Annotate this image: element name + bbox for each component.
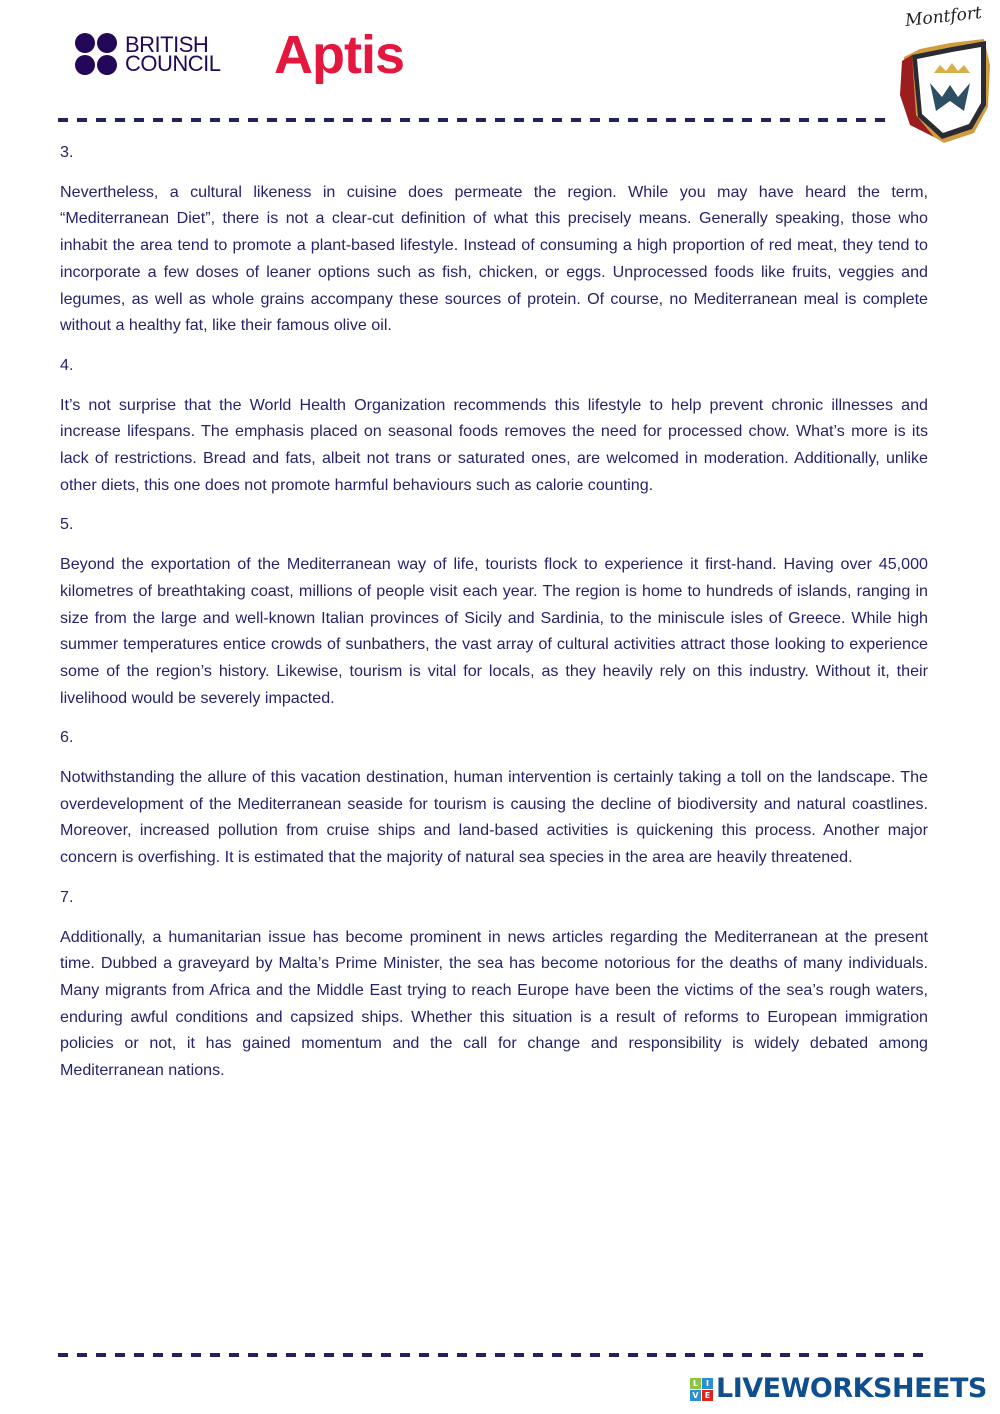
- top-dashed-divider: [58, 118, 890, 122]
- montfort-signature: Montfort: [904, 3, 983, 31]
- section-number: 6.: [60, 728, 74, 747]
- section-paragraph: Notwithstanding the allure of this vacation destination, human intervention is certainly taking a toll on the landscape. The overdevelopment of the Mediterranean seaside for tourism is causing the decline of biodiversity and natural coastlines. Moreover, increased pollution from cruise ships and land-based activities is quickening this process. Another major concern is overfishing. It is estimated that the majority of natural sea species in the area are heavily threatened.: [60, 768, 928, 867]
- aptis-logo: Aptis: [274, 25, 404, 85]
- liveworksheets-wordmark: LIVEWORKSHEETS: [716, 1373, 987, 1404]
- liveworksheets-logo[interactable]: [690, 1374, 987, 1404]
- section-number: 3.: [60, 143, 74, 161]
- british-council-logo: [75, 33, 221, 75]
- section-number: 5.: [60, 515, 74, 534]
- section-number: 4.: [60, 355, 74, 374]
- british-council-line2: COUNCIL: [125, 51, 221, 76]
- british-council-dots-icon: [75, 33, 117, 75]
- british-council-wordmark: [125, 32, 221, 76]
- reading-passage: [60, 139, 928, 1097]
- section-paragraph: Nevertheless, a cultural likeness in cuisine does permeate the region. While you may have heard the term, “Mediterranean Diet”, there is not a clear-cut definition of what this precisely means. Generally speaking, those who inhabit the area tend to promote a plant-based lifestyle. Instead of consuming a high proportion of red meat, they tend to incorporate a few doses of leaner options such as fish, chicken, or eggs. Unprocessed foods like fruits, veggies and legumes, as well as whole grains accompany these sources of protein. Of course, no Mediterranean meal is complete without a healthy fat, like their famous olive oil.: [60, 182, 928, 335]
- bottom-dashed-divider: [58, 1353, 926, 1357]
- british-council-line1: BRITISH: [125, 32, 209, 57]
- section-paragraph: Additionally, a humanitarian issue has become prominent in news articles regarding the Mediterranean at the present time. Dubbed a graveyard by Malta’s Prime Minister, the sea has become notorious for the deaths of many individuals. Many migrants from Africa and the Middle East trying to reach Europe have been the victims of the sea’s rough waters, enduring awful conditions and capsized ships. Whether this situation is a result of reforms to European immigration policies or not, it has gained momentum and the call for change and responsibility is widely debated among Mediterranean nations.: [60, 927, 928, 1080]
- section-paragraph: It’s not surprise that the World Health Organization recommends this lifestyle to help prevent chronic illnesses and increase lifespans. The emphasis placed on seasonal foods removes the need for processed chow. What’s more is its lack of restrictions. Bread and fats, albeit not trans or saturated ones, are welcomed in moderation. Additionally, unlike other diets, this one does not promote harmful behaviours such as calorie counting.: [60, 395, 928, 494]
- montfort-crest: [890, 5, 1000, 145]
- liveworksheets-icon: L I V E: [690, 1378, 713, 1401]
- section-number: 7.: [60, 887, 74, 906]
- shield-crest-icon: [890, 5, 1000, 145]
- section-paragraph: Beyond the exportation of the Mediterranean way of life, tourists flock to experience it first-hand. Having over 45,000 kilometres of breathtaking coast, millions of people visit each year. The region is home to hundreds of islands, ranging in size from the large and well-known Italian provinces of Sicily and Sardinia, to the miniscule isles of Greece. While high summer temperatures entice crowds of sunbathers, the vast array of cultural activities attract those looking to experience some of the region’s history. Likewise, tourism is vital for locals, as they heavily rely on this industry. Without it, their livelihood would be severely impacted.: [60, 555, 928, 707]
